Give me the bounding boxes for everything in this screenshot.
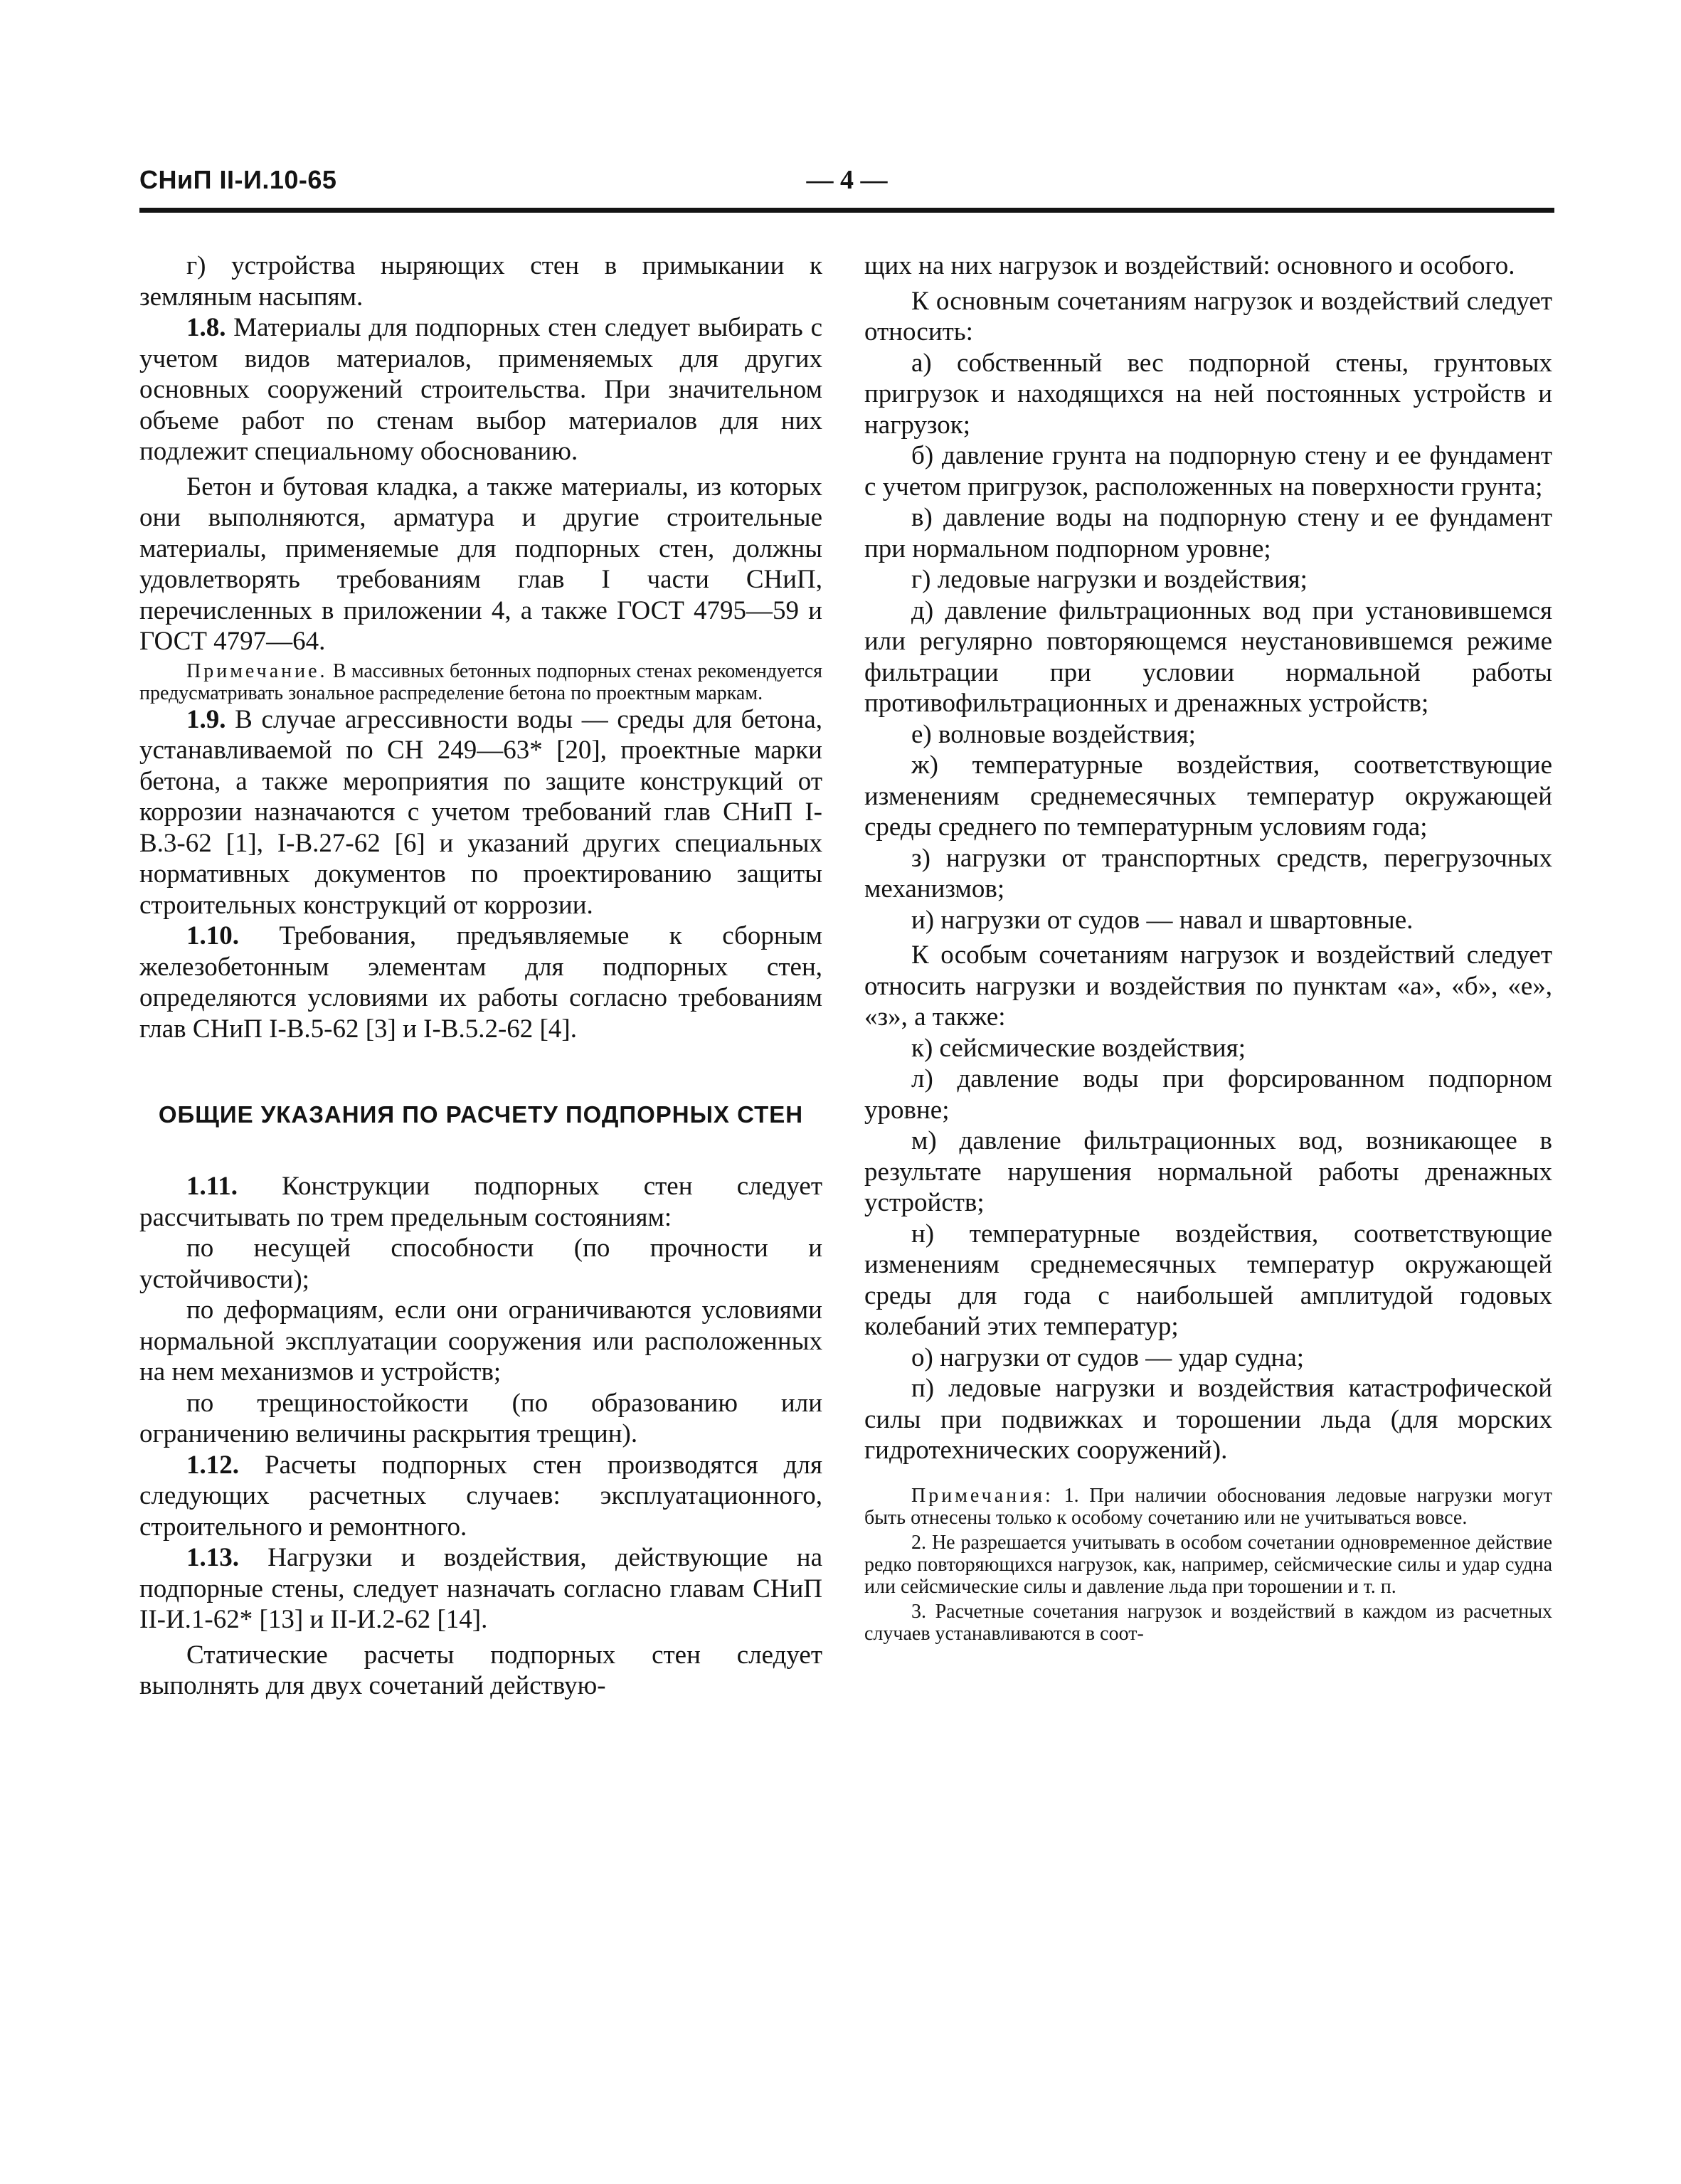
paragraph: Бетон и бутовая кладка, а также материалы, из которых они выполняются, арматура и другие строительные материалы, применяемые для подпорных стен, должны удовлетворять требованиям глав I части СНиП, перечисленных в приложении 4, а также ГОСТ 4795—59 и ГОСТ 4797—64. bbox=[139, 472, 822, 656]
list-item: м) давление фильтрационных вод, возникающее в результате нарушения нормальной работы дренажных устройств; bbox=[864, 1126, 1552, 1217]
clause-number: 1.13. bbox=[186, 1543, 239, 1572]
paragraph: по деформациям, если они ограничиваются условиями нормальной эксплуатации сооружения или расположенных на нем механизмов и устройств; bbox=[139, 1295, 822, 1387]
list-item: б) давление грунта на подпорную стену и ее фундамент с учетом пригрузок, расположенных на поверхности грунта; bbox=[864, 441, 1552, 502]
clause-number: 1.10. bbox=[186, 921, 239, 950]
clause-number: 1.11. bbox=[186, 1172, 238, 1201]
paragraph: г) устройства ныряющих стен в примыкании к земляным насыпям. bbox=[139, 251, 822, 312]
clause-text: Конструкции подпорных стен следует рассчитывать по трем предельным состояниям: bbox=[139, 1172, 822, 1232]
clause-number: 1.8. bbox=[186, 313, 226, 342]
clause-1-12 bbox=[139, 1450, 822, 1543]
paragraph: К основным сочетаниям нагрузок и воздействий следует относить: bbox=[864, 286, 1552, 346]
list-item: в) давление воды на подпорную стену и ее фундамент при нормальном подпорном уровне; bbox=[864, 503, 1552, 563]
notes bbox=[864, 1485, 1552, 1529]
list-item: и) нагрузки от судов — навал и швартовные. bbox=[911, 905, 1414, 935]
clause-1-9 bbox=[139, 704, 822, 921]
clause-text: Расчеты подпорных стен производятся для следующих расчетных случаев: эксплуатационного, строительного и ремонтного. bbox=[139, 1450, 822, 1542]
clause-text: Требования, предъявляемые к сборным железобетонным элементам для подпорных стен, определяются условиями их работы согласно требованиям глав СНиП I-В.5-62 [3] и I-В.5.2-62 [4]. bbox=[139, 921, 822, 1044]
header-rule bbox=[139, 208, 1554, 213]
note: 3. Расчетные сочетания нагрузок и воздействий в каждом из расчетных случаев устанавливаются в соот- bbox=[864, 1600, 1552, 1645]
section-heading: ОБЩИЕ УКАЗАНИЯ ПО РАСЧЕТУ ПОДПОРНЫХ СТЕН bbox=[158, 1101, 804, 1128]
list-item: д) давление фильтрационных вод при установившемся или регулярно повторяющемся неустановившемся режиме фильтрации при условии нормальной работы противофильтрационных и дренажных устройств; bbox=[864, 595, 1552, 718]
list-item: н) температурные воздействия, соответствующие изменениям среднемесячных температур окружающей среды для года с наибольшей амплитудой годовых колебаний этих температур; bbox=[864, 1219, 1552, 1341]
list-item: к) сейсмические воздействия; bbox=[911, 1033, 1246, 1063]
clause-number: 1.12. bbox=[186, 1450, 239, 1480]
left-column bbox=[139, 250, 822, 1702]
list-item: г) ледовые нагрузки и воздействия; bbox=[911, 565, 1308, 594]
list-item: е) волновые воздействия; bbox=[911, 719, 1196, 749]
clause-1-13 bbox=[139, 1542, 822, 1636]
clause-1-8 bbox=[139, 312, 822, 467]
note-text: 1. При наличии обоснования ледовые нагрузки могут быть отнесены только к особому сочетанию или не учитываться вовсе. bbox=[864, 1484, 1552, 1529]
clause-1-10 bbox=[139, 921, 822, 1044]
note: 2. Не разрешается учитывать в особом сочетании одновременное действие редко повторяющихся нагрузок, как, например, сейсмические силы и удар судна или сейсмические силы и давление льда при торошении и т. п. bbox=[864, 1531, 1552, 1598]
note bbox=[139, 660, 822, 704]
page-header bbox=[139, 162, 1554, 205]
list-item: а) собственный вес подпорной стены, грунтовых пригрузок и находящихся на ней постоянных устройств и нагрузок; bbox=[864, 348, 1552, 440]
clause-number: 1.9. bbox=[186, 704, 226, 734]
paragraph: Статические расчеты подпорных стен следует выполнять для двух сочетаний действую- bbox=[139, 1640, 822, 1700]
list-item: з) нагрузки от транспортных средств, перегрузочных механизмов; bbox=[864, 843, 1552, 903]
clause-1-11 bbox=[139, 1171, 822, 1233]
list-item: п) ледовые нагрузки и воздействия катастрофической силы при подвижках и торошении льда (для морских гидротехнических сооружений). bbox=[864, 1374, 1552, 1465]
list-item: ж) температурные воздействия, соответствующие изменениям среднемесячных температур окружающей среды среднего по температурным условиям года; bbox=[864, 751, 1552, 842]
paragraph: К особым сочетаниям нагрузок и воздействий следует относить нагрузки и воздействия по пунктам «а», «б», «е», «з», а также: bbox=[864, 940, 1552, 1032]
page-number: — 4 — bbox=[806, 165, 888, 195]
right-column bbox=[864, 250, 1552, 1645]
note-label: Примечание. bbox=[186, 659, 328, 682]
note-text: В массивных бетонных подпорных стенах рекомендуется предусматривать зональное распределение бетона по проектным маркам. bbox=[139, 659, 822, 704]
paragraph: по несущей способности (по прочности и устойчивости); bbox=[139, 1234, 822, 1294]
paragraph: по трещиностойкости (по образованию или ограничению величины раскрытия трещин). bbox=[139, 1388, 822, 1448]
clause-text: В случае агрессивности воды — среды для бетона, устанавливаемой по СН 249—63* [20], проектные марки бетона, а также мероприятия по защите конструкций от коррозии назначаются с учетом требований глав СНиП I-В.3-62 [1], I-В.27-62 [6] и указаний других специальных нормативных документов по проектированию защиты строительных конструкций от коррозии. bbox=[139, 704, 822, 920]
clause-text: Нагрузки и воздействия, действующие на подпорные стены, следует назначать согласно главам СНиП II-И.1-62* [13] и II-И.2-62 [14]. bbox=[139, 1543, 822, 1634]
list-item: л) давление воды при форсированном подпорном уровне; bbox=[864, 1064, 1552, 1125]
list-item: о) нагрузки от судов — удар судна; bbox=[911, 1342, 1305, 1372]
notes-label: Примечания: bbox=[911, 1484, 1054, 1507]
clause-text: Материалы для подпорных стен следует выбирать с учетом видов материалов, применяемых для других основных сооружений строительства. При значительном объеме работ по стенам выбор материалов для них подлежит специальному обоснованию. bbox=[139, 313, 822, 466]
document-code: СНиП II-И.10-65 bbox=[139, 165, 337, 194]
paragraph: щих на них нагрузок и воздействий: основного и особого. bbox=[864, 251, 1515, 280]
